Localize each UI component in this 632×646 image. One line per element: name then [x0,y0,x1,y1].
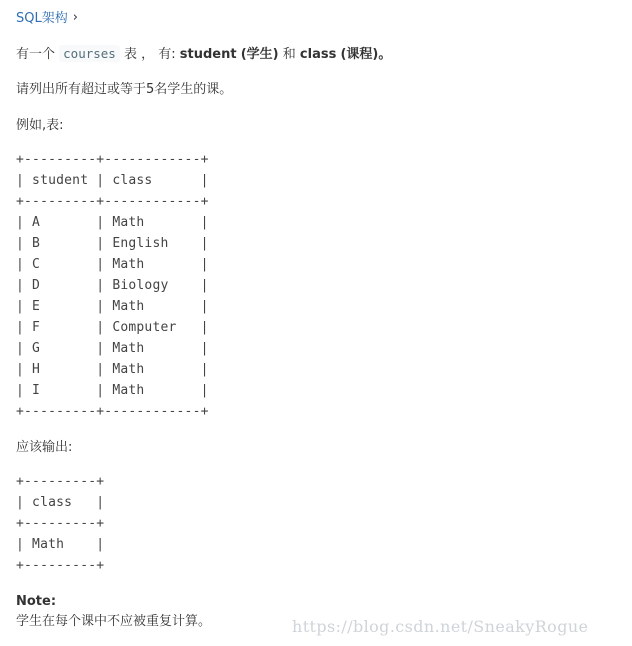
breadcrumb-sql-link[interactable]: SQL架构 [16,11,68,26]
class-column-name: class [299,47,337,62]
breadcrumb [16,10,78,28]
student-column-name: student [179,47,237,62]
task-description: 请列出所有超过或等于5名学生的课。 [16,82,233,97]
note-text: 学生在每个课中不应被重复计算。 [16,614,212,629]
watermark: https://blog.csdn.net/SneakyRogue [292,617,589,636]
example-label: 例如,表: [16,118,64,133]
output-table: +---------+ | class | +---------+ | Math | +---------+ [16,474,105,573]
chevron-right-icon: › [72,10,78,25]
student-column-cn: (学生) [240,47,279,62]
output-label: 应该输出: [16,440,73,455]
table-name-code: courses [59,45,120,62]
intro-text-2: 表 ， 有: [123,47,176,62]
problem-intro [16,45,391,64]
class-column-cn: (课程)。 [340,47,392,62]
intro-text: 有一个 [16,47,56,62]
and-word: 和 [282,47,296,62]
note-title: Note: [16,594,57,609]
input-table: +---------+------------+ | student | class | +---------+------------+ | A | Math | | B | English | | C | Math | | D | Biology | | E | Math | | F | Computer | | G | Math | | H | Math | | I | Math | +---------+------------+ [16,152,209,419]
